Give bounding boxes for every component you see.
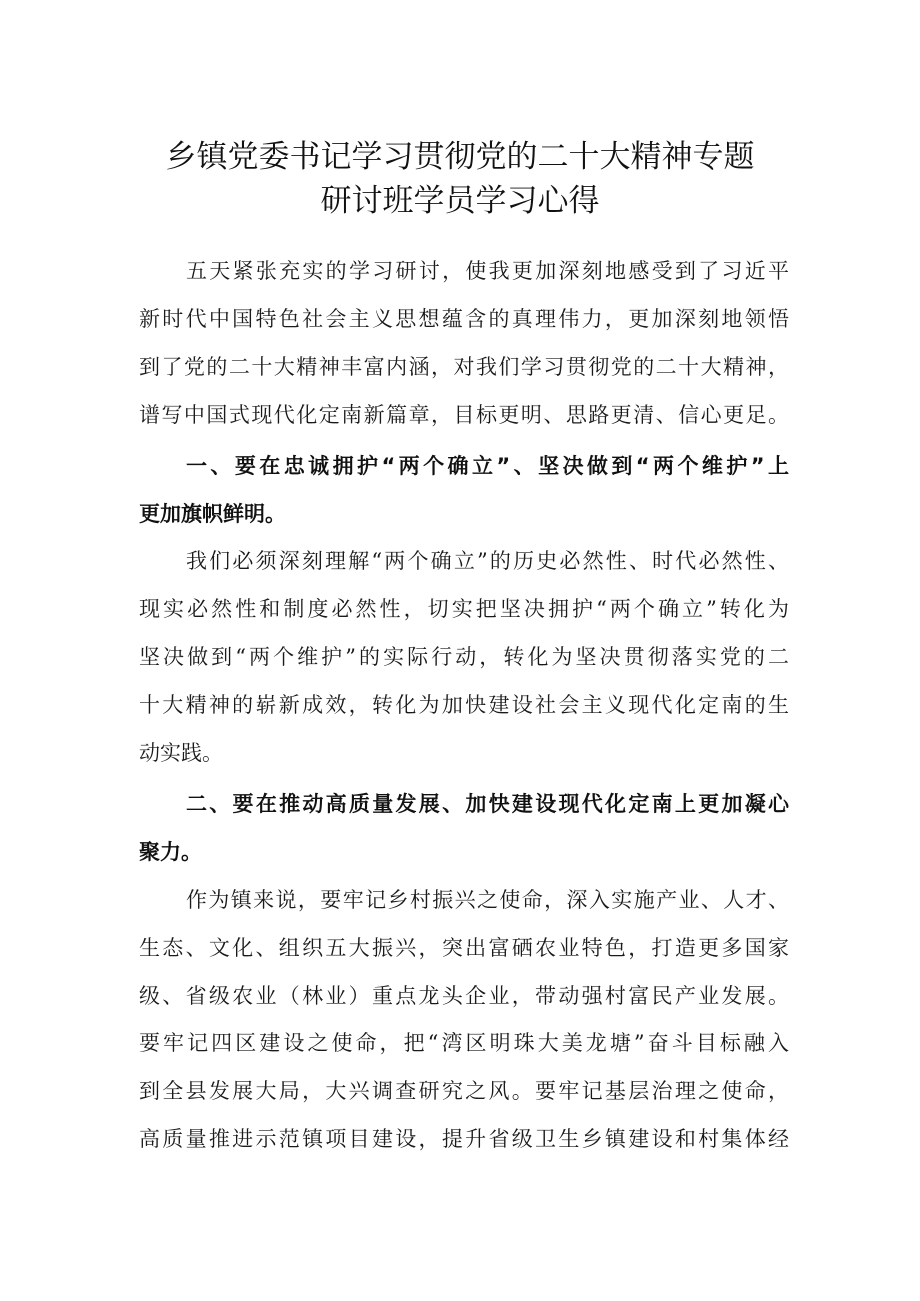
paragraph-section-2-line: 作为镇来说，要牢记乡村振兴之使命，深入实施产业、人才、 (186, 888, 789, 912)
paragraph-intro-line: 谱写中国式现代化定南新篇章，目标更明、思路更清、信心更足。 (139, 403, 789, 427)
paragraph-section-1-line: 现实必然性和制度必然性，切实把坚决拥护“两个确立”转化为 (139, 597, 789, 621)
paragraph-section-2-line: 高质量推进示范镇项目建设，提升省级卫生乡镇建设和村集体经 (139, 1127, 789, 1151)
paragraph-section-2-line: 级、省级农业（林业）重点龙头企业，带动强村富民产业发展。 (139, 984, 789, 1008)
document-title-line-1: 乡镇党委书记学习贯彻党的二十大精神专题 (165, 139, 755, 175)
paragraph-section-1-line: 我们必须深刻理解“两个确立”的历史必然性、时代必然性、 (186, 549, 789, 573)
paragraph-intro-line: 新时代中国特色社会主义思想蕴含的真理伟力，更加深刻地领悟 (139, 307, 789, 331)
paragraph-section-1-line: 坚决做到“两个维护”的实际行动，转化为坚决贯彻落实党的二 (139, 645, 789, 669)
paragraph-section-1-line: 十大精神的崭新成效，转化为加快建设社会主义现代化定南的生 (139, 693, 789, 717)
section-heading-2-line: 二、要在推动高质量发展、加快建设现代化定南上更加凝心 (186, 792, 789, 816)
section-heading-1-line: 更加旗帜鲜明。 (139, 502, 286, 526)
document-title-line-2: 研讨班学员学习心得 (320, 183, 600, 219)
paragraph-section-2-line: 生态、文化、组织五大振兴，突出富硒农业特色，打造更多国家 (139, 936, 789, 960)
paragraph-section-2-line: 要牢记四区建设之使命，把“湾区明珠大美龙塘”奋斗目标融入 (139, 1031, 789, 1055)
paragraph-section-1-line: 动实践。 (139, 741, 223, 765)
section-heading-1-line: 一、要在忠诚拥护“两个确立”、坚决做到“两个维护”上 (186, 454, 789, 478)
paragraph-intro-line: 五天紧张充实的学习研讨，使我更加深刻地感受到了习近平 (186, 259, 789, 283)
paragraph-intro-line: 到了党的二十大精神丰富内涵，对我们学习贯彻党的二十大精神， (139, 355, 789, 379)
paragraph-section-2-line: 到全县发展大局，大兴调查研究之风。要牢记基层治理之使命， (139, 1079, 789, 1103)
section-heading-2-line: 聚力。 (139, 840, 202, 864)
